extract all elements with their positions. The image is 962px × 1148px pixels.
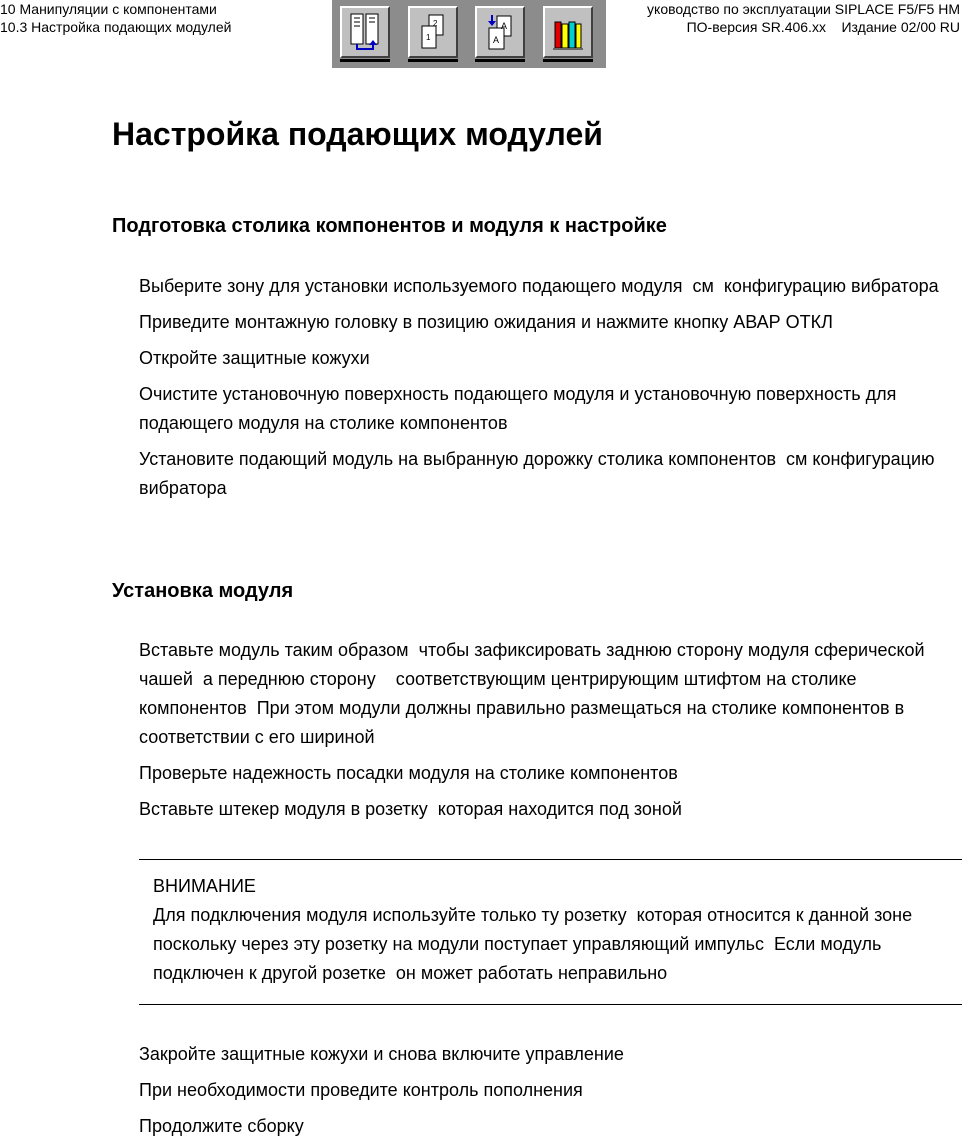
svg-text:A: A — [501, 21, 508, 31]
chapter-label: 10 Манипуляции с компонентами — [0, 1, 217, 17]
pages-button[interactable] — [408, 6, 458, 58]
manual-title: уководство по эксплуатации SIPLACE F5/F5 HM — [647, 1, 960, 17]
step: Выберите зону для установки используемого подающего модуля см конфигурацию вибратора — [139, 276, 939, 296]
svg-text:1: 1 — [426, 33, 431, 42]
section-heading-preparation: Подготовка столика компонентов и модуля к настройке — [112, 215, 667, 237]
warning-title: ВНИМАНИЕ — [153, 876, 256, 896]
step: При необходимости проведите контроль пополнения — [139, 1080, 583, 1100]
warning-text: Для подключения модуля используйте только ту розетку которая относится к данной зоне поскольку через эту розетку на модули поступает управляющий импульс Если модуль подключен к другой розетке он может работать неправильно — [153, 905, 923, 983]
step: Проверьте надежность посадки модуля на столике компонентов — [139, 763, 678, 783]
svg-text:A: A — [493, 35, 500, 45]
version-label: ПО-версия SR.406.xx Издание 02/00 RU — [686, 19, 960, 35]
library-books-icon — [550, 12, 586, 52]
step: Установите подающий модуль на выбранную дорожку столика компонентов см конфигурацию вибратора — [139, 449, 940, 498]
preparation-steps — [139, 272, 961, 510]
step: Откройте защитные кожухи — [139, 348, 370, 368]
warning-box — [139, 859, 962, 1005]
svg-text:2: 2 — [433, 19, 438, 28]
page-title: Настройка подающих модулей — [112, 116, 603, 152]
section-label: 10.3 Настройка подающих модулей — [0, 19, 232, 35]
back-document-icon — [482, 12, 518, 52]
pages-icon — [415, 12, 451, 52]
section-heading-installation: Установка модуля — [112, 580, 294, 602]
step: Приведите монтажную головку в позицию ожидания и нажмите кнопку АВАР ОТКЛ — [139, 312, 833, 332]
back-button[interactable] — [475, 6, 525, 58]
step: Продолжите сборку — [139, 1116, 304, 1136]
step: Закройте защитные кожухи и снова включите управление — [139, 1044, 624, 1064]
contents-icon — [347, 12, 383, 52]
step: Очистите установочную поверхность подающего модуля и установочную поверхность для подающего модуля на столике компонентов — [139, 384, 902, 433]
final-steps — [139, 1040, 961, 1148]
step: Вставьте модуль таким образом чтобы зафиксировать заднюю сторону модуля сферической чашей а переднюю сторону соответствующим центрирующим штифтом на столике компонентов При этом модули должны правильно размещаться на столике компонентов в соответствии с его шириной — [139, 640, 930, 747]
contents-button[interactable] — [340, 6, 390, 58]
installation-steps — [139, 636, 961, 831]
step: Вставьте штекер модуля в розетку которая находится под зоной — [139, 799, 682, 819]
library-button[interactable] — [543, 6, 593, 58]
navigation-toolbar — [332, 0, 606, 68]
